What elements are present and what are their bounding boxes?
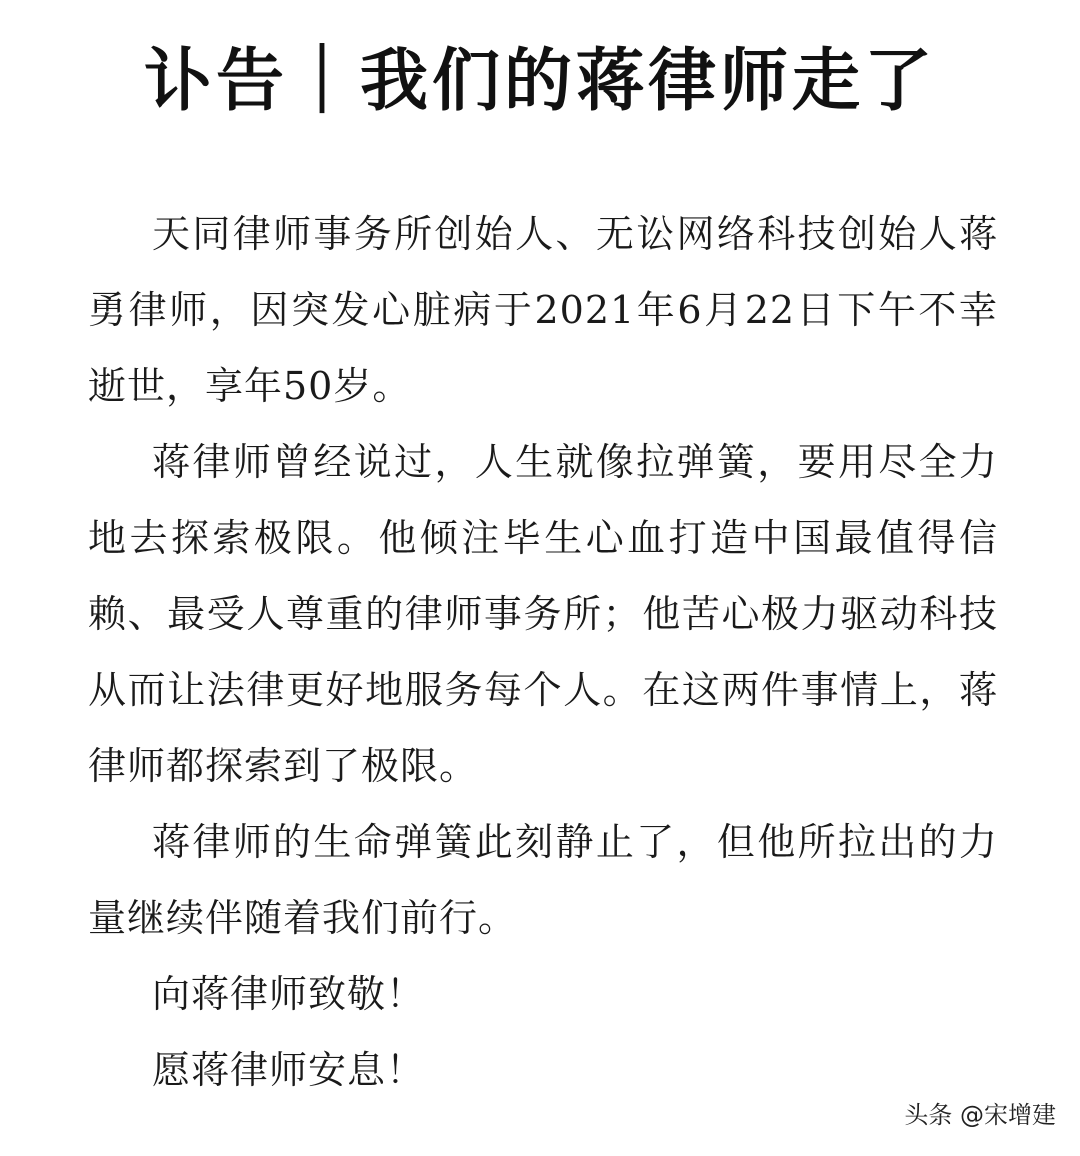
paragraph-spring: 蒋律师的生命弹簧此刻静止了，但他所拉出的力量继续伴随着我们前行。 — [88, 820, 998, 940]
paragraph-salute: 向蒋律师致敬！ — [152, 972, 426, 1016]
page-title: 讣告｜我们的蒋律师走了 — [143, 42, 936, 121]
paragraph-legacy: 蒋律师曾经说过，人生就像拉弹簧，要用尽全力地去探索极限。他倾注毕生心血打造中国最值得信赖、最受人尊重的律师事务所；他苦心极力驱动科技从而让法律更好地服务每个人。在这两件事情上，蒋律师都探索到了极限。 — [88, 440, 998, 788]
paragraph-rest-in-peace: 愿蒋律师安息！ — [152, 1048, 426, 1092]
obituary-body — [88, 196, 998, 1108]
paragraph-intro: 天同律师事务所创始人、无讼网络科技创始人蒋勇律师，因突发心脏病于2021年6月22日下午不幸逝世，享年50岁。 — [88, 212, 998, 408]
source-watermark: 头条 @宋增建 — [904, 1101, 1056, 1129]
